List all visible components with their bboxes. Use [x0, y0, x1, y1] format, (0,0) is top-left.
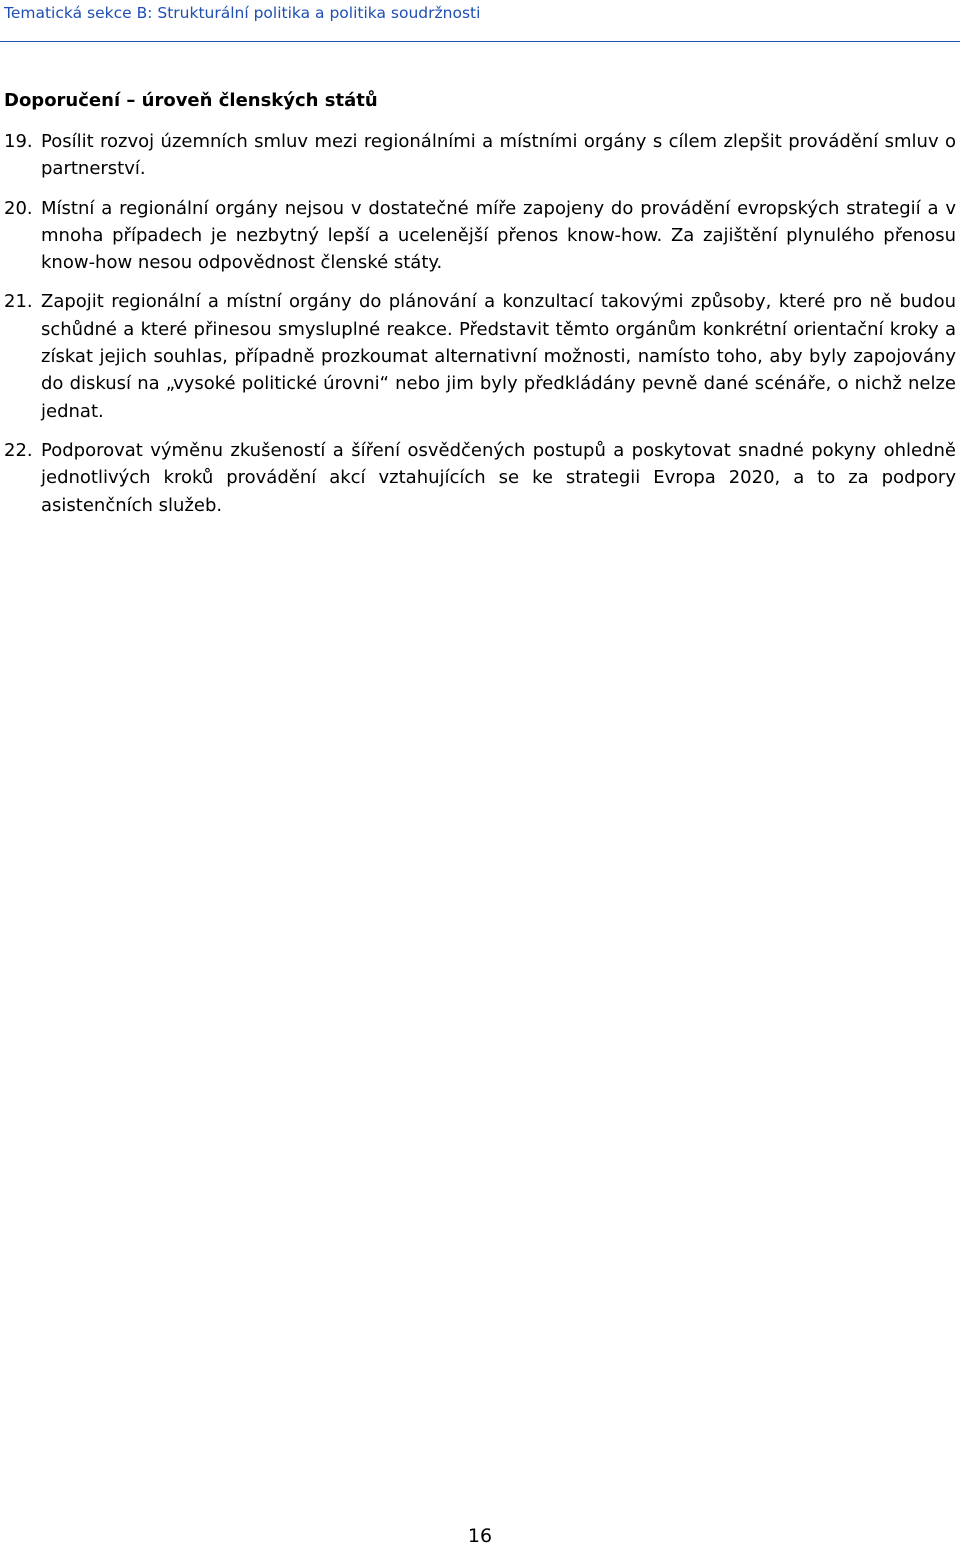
section-heading: Doporučení – úroveň členských států — [4, 90, 378, 111]
recommendation-list — [4, 128, 956, 531]
recommendation-text: Posílit rozvoj územních smluv mezi regionálními a místními orgány s cílem zlepšit provádění smluv o partnerství. — [41, 131, 956, 180]
recommendation-item-20 — [4, 195, 956, 277]
recommendation-number: 22. — [4, 439, 33, 461]
recommendation-text: Místní a regionální orgány nejsou v dostatečné míře zapojeny do provádění evropských strategií a v mnoha případech je nezbytný lepší a ucelenější přenos know-how. Za zajištění plynulého přenosu know-how nesou odpovědnost členské státy. — [41, 197, 956, 274]
recommendation-number: 19. — [4, 131, 33, 152]
recommendation-number: 20. — [4, 197, 33, 219]
recommendation-item-22 — [4, 437, 956, 519]
recommendation-text: Podporovat výměnu zkušeností a šíření osvědčených postupů a poskytovat snadné pokyny ohledně jednotlivých kroků provádění akcí vztahujících se ke strategii Evropa 2020, a to za podpory asistenčních služeb. — [41, 439, 956, 516]
recommendation-item-19 — [4, 128, 956, 183]
page-number: 16 — [467, 1525, 493, 1547]
recommendation-text: Zapojit regionální a místní orgány do plánování a konzultací takovými způsoby, které pro ně budou schůdné a které přinesou smysluplné reakce. Představit těmto orgánům konkrétní orientační kroky a získat jejich souhlas, případně prozkoumat alternativní možnosti, namísto toho, aby byly zapojovány do diskusí na „vysoké politické úrovni“ nebo jim byly předkládány pevně dané scénáře, o nichž nelze jednat. — [41, 291, 956, 422]
recommendation-item-21 — [4, 288, 956, 424]
recommendation-number: 21. — [4, 291, 33, 313]
running-header-title: Tematická sekce B: Strukturální politika a politika soudržnosti — [4, 4, 481, 22]
header-divider — [0, 41, 960, 42]
